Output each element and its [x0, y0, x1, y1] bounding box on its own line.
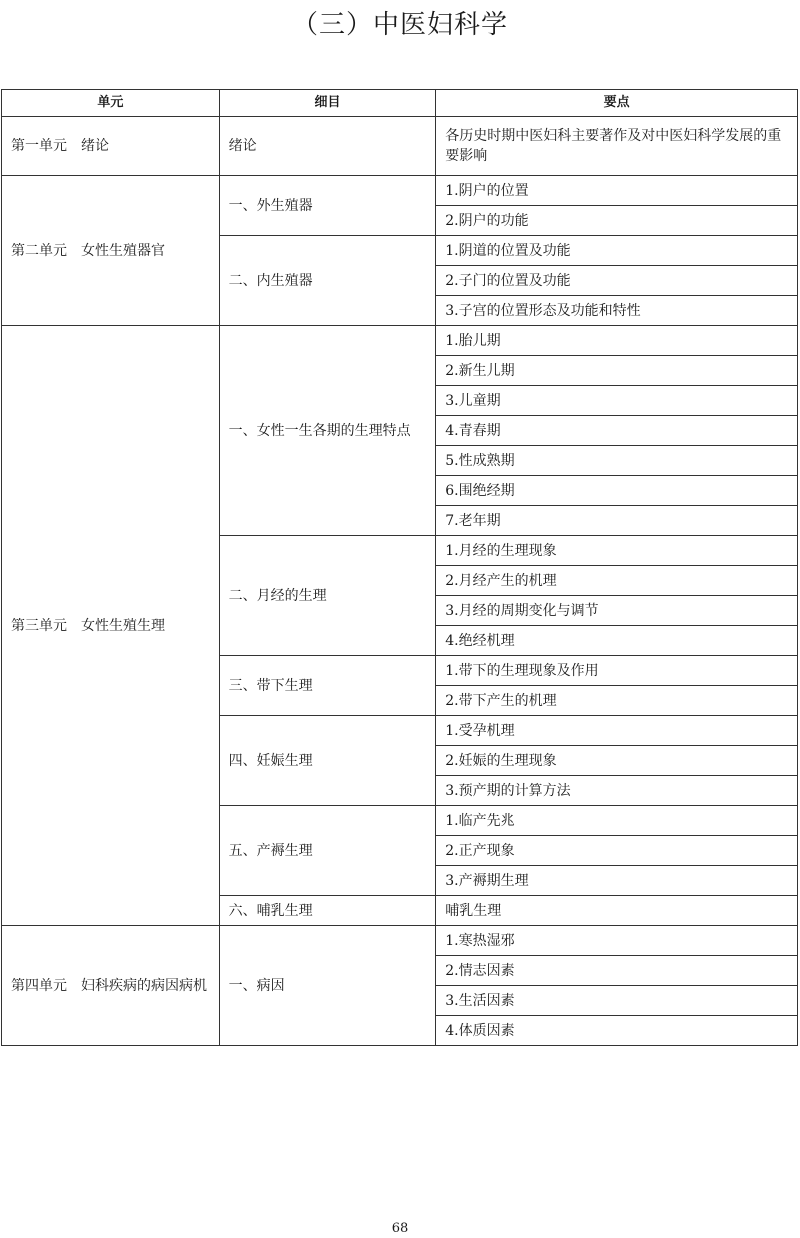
point-cell: 4.青春期 — [436, 416, 798, 446]
point-cell: 1.阴户的位置 — [436, 176, 798, 206]
item-cell: 绪论 — [219, 117, 436, 176]
item-cell: 一、女性一生各期的生理特点 — [219, 326, 436, 536]
page-title: （三）中医妇科学 — [291, 10, 508, 40]
header-item: 细目 — [219, 90, 436, 117]
unit-cell: 第三单元 女性生殖生理 — [2, 326, 220, 926]
header-point: 要点 — [436, 90, 798, 117]
item-cell: 四、妊娠生理 — [219, 716, 436, 806]
table-row — [2, 117, 798, 176]
table-row — [2, 326, 798, 356]
item-cell: 三、带下生理 — [219, 656, 436, 716]
table-row — [2, 176, 798, 206]
point-cell: 2.阴户的功能 — [436, 206, 798, 236]
point-cell: 2.月经产生的机理 — [436, 566, 798, 596]
point-cell: 1.寒热湿邪 — [436, 926, 798, 956]
item-cell: 一、外生殖器 — [219, 176, 436, 236]
point-cell: 1.受孕机理 — [436, 716, 798, 746]
page-number: 68 — [391, 1221, 409, 1236]
unit-cell: 第四单元 妇科疾病的病因病机 — [2, 926, 220, 1046]
point-cell: 5.性成熟期 — [436, 446, 798, 476]
point-cell: 1.胎儿期 — [436, 326, 798, 356]
point-cell: 4.绝经机理 — [436, 626, 798, 656]
point-cell: 2.新生儿期 — [436, 356, 798, 386]
syllabus-table — [1, 89, 798, 1046]
point-cell: 3.预产期的计算方法 — [436, 776, 798, 806]
point-cell: 3.子宫的位置形态及功能和特性 — [436, 296, 798, 326]
point-cell: 1.阴道的位置及功能 — [436, 236, 798, 266]
point-cell: 6.围绝经期 — [436, 476, 798, 506]
header-unit: 单元 — [2, 90, 220, 117]
point-cell: 4.体质因素 — [436, 1016, 798, 1046]
point-cell: 2.妊娠的生理现象 — [436, 746, 798, 776]
point-cell: 7.老年期 — [436, 506, 798, 536]
item-cell: 一、病因 — [219, 926, 436, 1046]
point-cell: 3.儿童期 — [436, 386, 798, 416]
unit-cell: 第二单元 女性生殖器官 — [2, 176, 220, 326]
table-header-row — [2, 90, 798, 117]
point-cell: 2.正产现象 — [436, 836, 798, 866]
table-row — [2, 926, 798, 956]
point-cell: 3.月经的周期变化与调节 — [436, 596, 798, 626]
point-cell: 2.情志因素 — [436, 956, 798, 986]
point-cell: 3.生活因素 — [436, 986, 798, 1016]
item-cell: 二、月经的生理 — [219, 536, 436, 656]
point-cell: 1.临产先兆 — [436, 806, 798, 836]
item-cell: 六、哺乳生理 — [219, 896, 436, 926]
item-cell: 五、产褥生理 — [219, 806, 436, 896]
point-cell: 2.子门的位置及功能 — [436, 266, 798, 296]
point-cell: 1.月经的生理现象 — [436, 536, 798, 566]
unit-cell: 第一单元 绪论 — [2, 117, 220, 176]
point-cell: 2.带下产生的机理 — [436, 686, 798, 716]
point-cell: 3.产褥期生理 — [436, 866, 798, 896]
point-cell: 各历史时期中医妇科主要著作及对中医妇科学发展的重要影响 — [436, 117, 798, 176]
item-cell: 二、内生殖器 — [219, 236, 436, 326]
point-cell: 哺乳生理 — [436, 896, 798, 926]
point-cell: 1.带下的生理现象及作用 — [436, 656, 798, 686]
